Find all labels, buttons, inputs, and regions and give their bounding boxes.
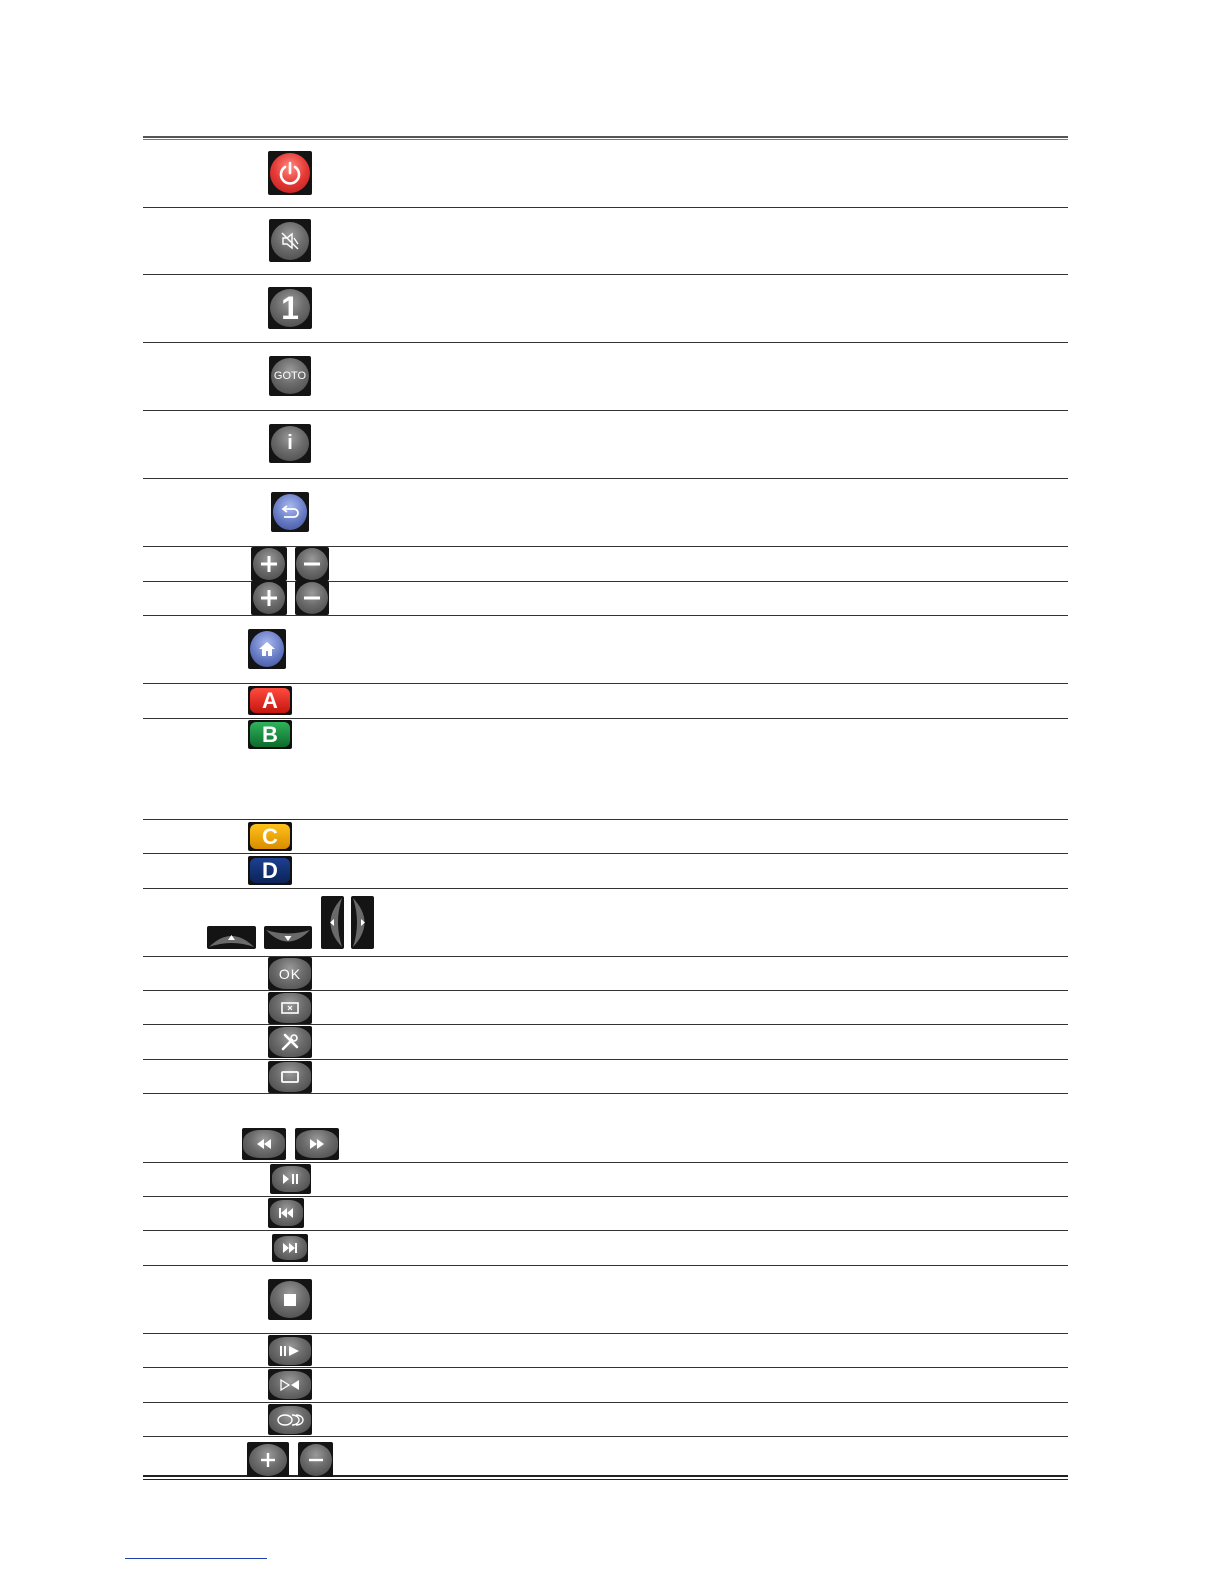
home-button (248, 629, 286, 669)
minus-icon (296, 548, 328, 580)
arrow-up-icon (208, 927, 255, 948)
row-divider (143, 1059, 1068, 1060)
color-d-label: D (250, 858, 290, 883)
arrow-left-button (321, 896, 344, 949)
info-icon: i (271, 426, 309, 461)
goto-icon (271, 358, 309, 394)
step-button (268, 1335, 312, 1366)
step-icon (269, 1337, 311, 1365)
mute-button (269, 219, 311, 262)
color-d-button (248, 856, 292, 885)
channel-down-button (295, 581, 329, 615)
row-divider (143, 1402, 1068, 1403)
footer-link-underline[interactable] (125, 1558, 267, 1559)
stop-icon (270, 1281, 310, 1318)
return-button (271, 492, 309, 532)
goto-label: GOTO (273, 370, 307, 382)
plus-button (247, 1442, 289, 1477)
row-divider (143, 274, 1068, 275)
row-divider (143, 853, 1068, 854)
row-divider (143, 1265, 1068, 1266)
ok-button (268, 957, 312, 990)
play-pause-icon (272, 1166, 310, 1192)
next-button (272, 1234, 308, 1262)
repeat-ab-icon (269, 1371, 311, 1399)
row-divider (143, 1436, 1068, 1437)
mute-icon (271, 222, 309, 260)
surround-button (268, 1404, 312, 1435)
number-1-button (268, 287, 312, 329)
minus-icon (296, 582, 328, 614)
display-icon (269, 1062, 311, 1092)
return-icon (273, 494, 307, 530)
color-b-button (248, 720, 292, 749)
ok-icon (269, 958, 311, 989)
stop-button (268, 1279, 312, 1320)
minus-icon (300, 1444, 332, 1476)
row-divider (143, 718, 1068, 719)
surround-icon (269, 1406, 311, 1434)
row-divider (143, 1230, 1068, 1231)
zoom-icon (269, 993, 311, 1023)
repeat-ab-button (268, 1369, 312, 1400)
goto-button (269, 356, 311, 396)
display-button (268, 1061, 312, 1093)
row-divider (143, 1024, 1068, 1025)
row-divider (143, 615, 1068, 616)
tools-button (268, 1026, 312, 1058)
rewind-icon (243, 1130, 285, 1158)
row-divider (143, 207, 1068, 208)
row-divider (143, 1093, 1068, 1094)
arrow-up-button (207, 926, 256, 949)
minus-button (298, 1442, 333, 1477)
row-divider (143, 888, 1068, 889)
power-icon (270, 153, 310, 193)
row-divider (143, 342, 1068, 343)
play-pause-button (270, 1164, 311, 1194)
plus-icon (253, 548, 285, 580)
row-divider (143, 1333, 1068, 1334)
plus-icon (253, 582, 285, 614)
zoom-button (268, 992, 312, 1024)
arrow-left-icon (322, 897, 343, 948)
arrow-down-button (264, 926, 312, 949)
row-divider (143, 990, 1068, 991)
row-divider (143, 819, 1068, 820)
row-divider (143, 1196, 1068, 1197)
row-divider (143, 1162, 1068, 1163)
fast-forward-button (295, 1128, 339, 1160)
channel-up-button (251, 581, 287, 615)
color-c-button (248, 822, 292, 851)
rewind-button (242, 1128, 286, 1160)
plus-icon (249, 1444, 287, 1476)
arrow-right-button (351, 896, 374, 949)
ok-label: OK (278, 965, 302, 982)
fast-forward-icon (296, 1130, 338, 1158)
home-icon (250, 631, 284, 667)
color-b-label: B (250, 722, 290, 747)
table-top-rule-inner (143, 139, 1068, 140)
previous-icon (270, 1200, 303, 1226)
arrow-down-icon (265, 927, 311, 948)
volume-down-button (295, 547, 329, 581)
volume-up-button (251, 547, 287, 581)
power-button (268, 151, 312, 195)
row-divider (143, 683, 1068, 684)
color-a-label: A (250, 688, 290, 713)
table-top-rule (143, 136, 1068, 138)
row-divider (143, 410, 1068, 411)
row-divider (143, 1367, 1068, 1368)
previous-button (268, 1198, 304, 1228)
table-bottom-rule-inner (143, 1479, 1068, 1480)
row-divider (143, 478, 1068, 479)
info-button (269, 424, 311, 463)
color-c-label: C (250, 824, 290, 849)
color-a-button (248, 686, 292, 715)
arrow-right-icon (352, 897, 373, 948)
number-1-icon: 1 (270, 289, 310, 327)
next-icon (274, 1236, 307, 1260)
tools-icon (269, 1027, 311, 1057)
